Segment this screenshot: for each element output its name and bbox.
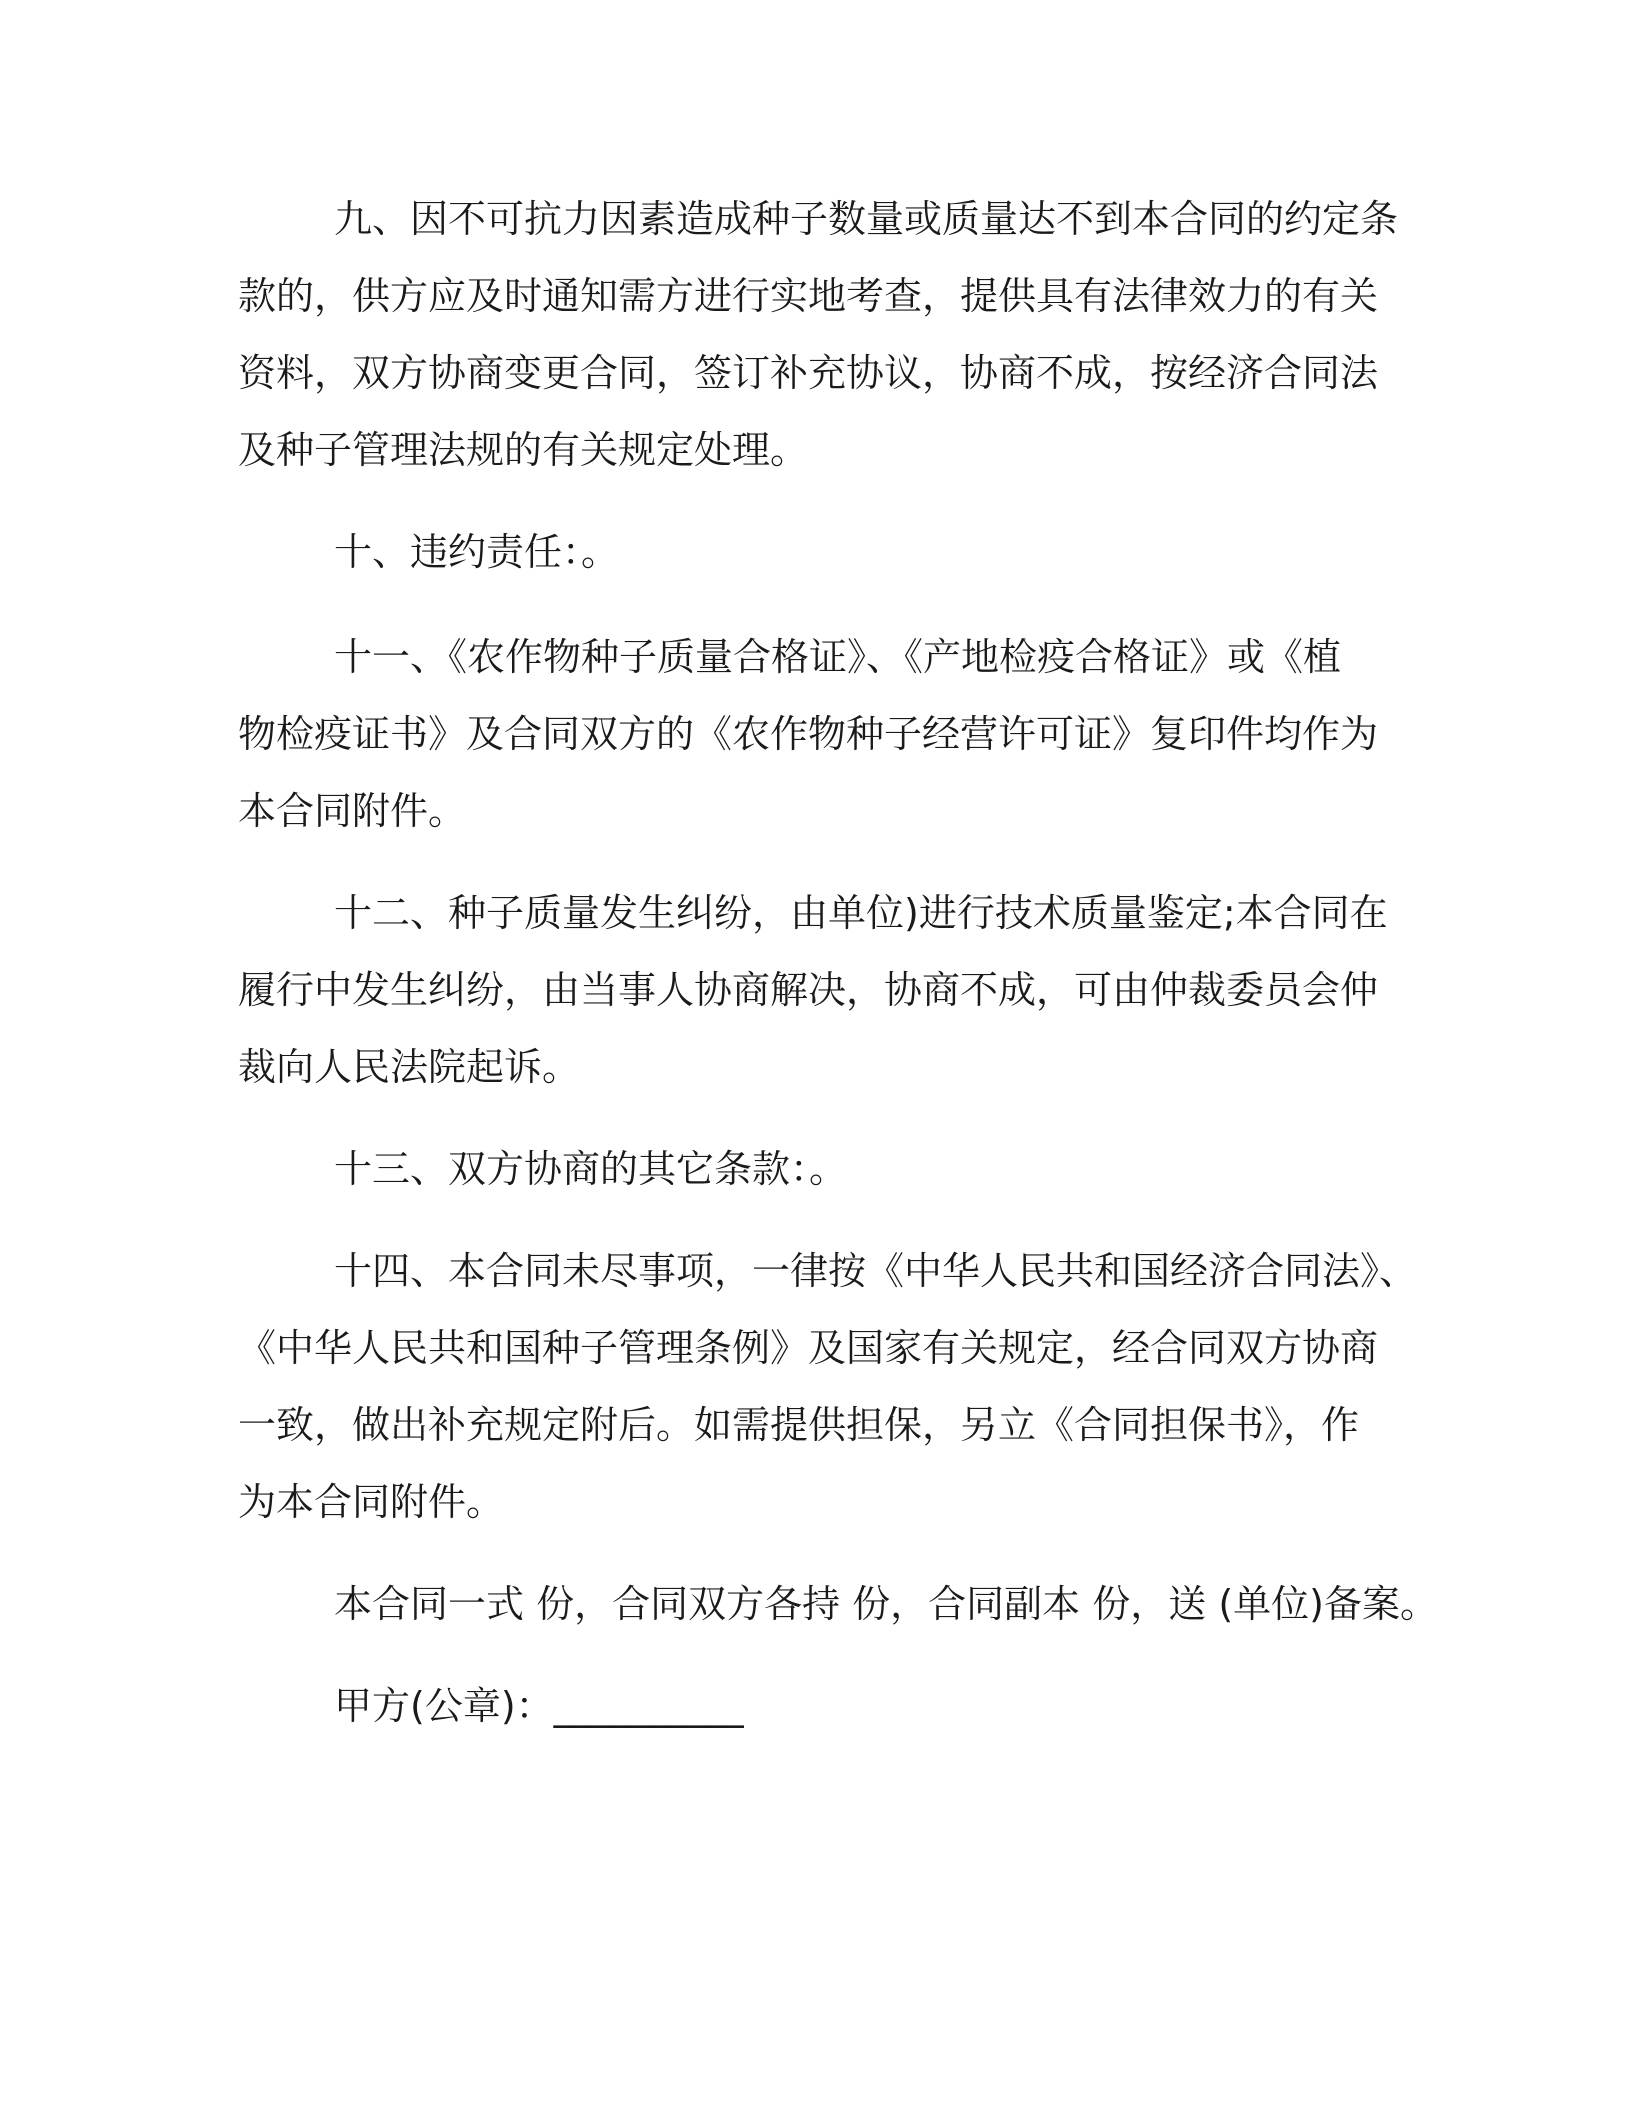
clause-14-line-4: 为本合同附件。	[238, 1480, 505, 1524]
clause-10-line-1: 十、违约责任：。	[334, 530, 620, 574]
party-a-signature-line	[334, 1680, 744, 1732]
clause-12-line-1: 十二、种子质量发生纠纷，由单位)进行技术质量鉴定;本合同在	[334, 891, 1388, 935]
clause-11-line-1: 十一、《农作物种子质量合格证》、《产地检疫合格证》或《植	[334, 635, 1342, 679]
clause-12-line-3: 裁向人民法院起诉。	[238, 1045, 581, 1089]
party-a-blank: __________	[553, 1684, 744, 1728]
clause-11-line-3: 本合同附件。	[238, 789, 467, 833]
clause-9-line-3: 资料，双方协商变更合同，签订补充协议，协商不成，按经济合同法	[238, 351, 1379, 395]
clause-13-line-1: 十三、双方协商的其它条款：。	[334, 1147, 848, 1191]
clause-14-line-1: 十四、本合同未尽事项，一律按《中华人民共和国经济合同法》、	[334, 1249, 1418, 1293]
clause-12-line-2: 履行中发生纠纷，由当事人协商解决，协商不成，可由仲裁委员会仲	[238, 968, 1379, 1012]
clause-9-line-2: 款的，供方应及时通知需方进行实地考查，提供具有法律效力的有关	[238, 274, 1379, 318]
clause-9-line-1: 九、因不可抗力因素造成种子数量或质量达不到本合同的约定条	[334, 197, 1399, 241]
clause-14-line-2: 《中华人民共和国种子管理条例》及国家有关规定，经合同双方协商	[238, 1326, 1379, 1370]
copies-statement: 本合同一式 份，合同双方各持 份，合同副本 份，送 (单位)备案。	[334, 1582, 1438, 1626]
clause-11-line-2: 物检疫证书》及合同双方的《农作物种子经营许可证》复印件均作为	[238, 712, 1379, 756]
clause-9-line-4: 及种子管理法规的有关规定处理。	[238, 428, 809, 472]
party-a-label: 甲方(公章)：	[334, 1684, 554, 1728]
clause-14-line-3: 一致，做出补充规定附后。如需提供担保，另立《合同担保书》，作	[238, 1403, 1360, 1447]
